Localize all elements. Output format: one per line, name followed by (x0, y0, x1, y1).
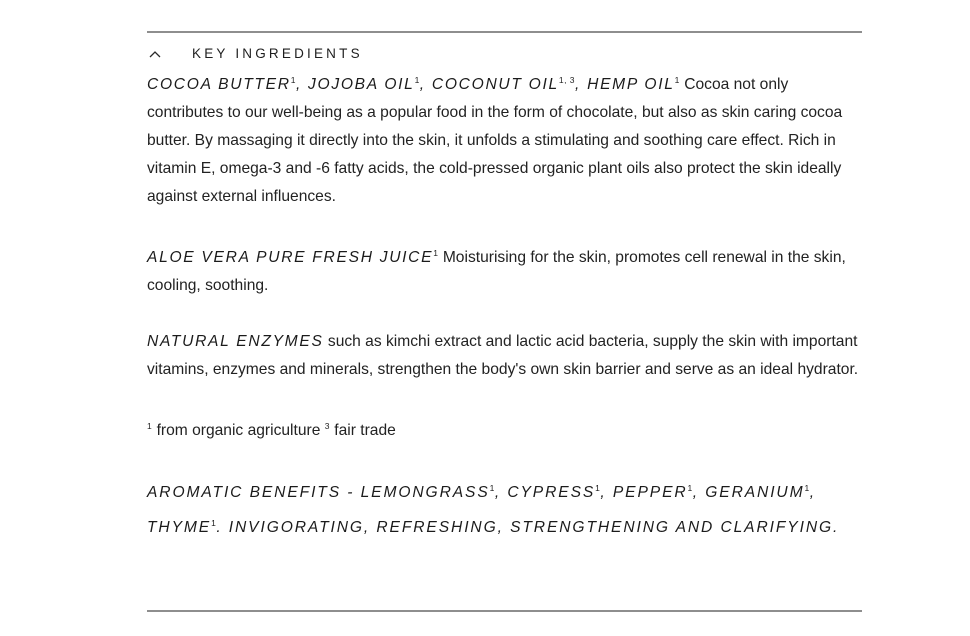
aromatic-text: , CYPRESS (494, 484, 596, 501)
ingredient-name: , HEMP OIL (575, 76, 675, 93)
footnote-marker: 1 (290, 75, 296, 85)
aromatic-text: , PEPPER (600, 484, 688, 501)
ingredient-name: ALOE VERA PURE FRESH JUICE (147, 249, 434, 266)
ingredient-name: , JOJOBA OIL (295, 76, 415, 93)
ingredient-name: NATURAL ENZYMES (147, 333, 324, 350)
ingredient-name: COCOA BUTTER (147, 76, 291, 93)
footnote-marker: 1 (211, 518, 217, 528)
ingredient-description: Moisturising for the skin, promotes cell renewal in the skin, cooling, soothing. (147, 249, 846, 294)
aromatic-benefits (147, 473, 862, 543)
cocoa-paragraph (147, 66, 862, 211)
key-ingredients-toggle[interactable] (147, 45, 862, 61)
footnote-marker: 1 (489, 483, 495, 493)
footnote-text: fair trade (329, 422, 396, 439)
footnote-legend (147, 412, 862, 445)
aromatic-text: , THYME (147, 484, 816, 536)
footnote-marker: 3 (324, 421, 330, 431)
chevron-up-icon[interactable] (147, 47, 163, 59)
aromatic-text: . INVIGORATING, REFRESHING, STRENGTHENING AND CLARIFYING. (216, 519, 840, 536)
ingredient-description: such as kimchi extract and lactic acid bacteria, supply the skin with important vitamins, enzymes and minerals, strengthen the body's own skin barrier and serve as an ideal hydrator. (147, 333, 859, 378)
enzymes-paragraph (147, 328, 862, 384)
aromatic-text: , GERANIUM (692, 484, 805, 501)
aloe-paragraph (147, 239, 862, 300)
footnote-marker: 1 (595, 483, 601, 493)
footnote-marker: 1 (804, 483, 810, 493)
top-divider (147, 31, 862, 33)
footnote-marker: 1 (414, 75, 420, 85)
section-title: KEY INGREDIENTS (192, 45, 363, 61)
bottom-divider (147, 610, 862, 612)
footnote-text: from organic agriculture (152, 422, 325, 439)
footnote-marker: 1 (674, 75, 680, 85)
key-ingredients-panel (147, 31, 862, 543)
ingredient-name: , COCONUT OIL (419, 76, 559, 93)
footnote-marker: 1 (433, 248, 439, 258)
footnote-marker: 1, 3 (558, 75, 576, 85)
ingredient-description: Cocoa not only contributes to our well-being as a popular food in the form of chocolate, but also as skin caring cocoa butter. By massaging it directly into the skin, it unfolds a stimulating and soothing care effect. Rich in vitamin E, omega-3 and -6 fatty acids, the cold-pressed organic plant oils also protect the skin ideally against external influences. (147, 76, 843, 205)
footnote-marker: 1 (147, 421, 153, 431)
aromatic-text: AROMATIC BENEFITS - LEMONGRASS (147, 484, 490, 501)
footnote-marker: 1 (687, 483, 693, 493)
